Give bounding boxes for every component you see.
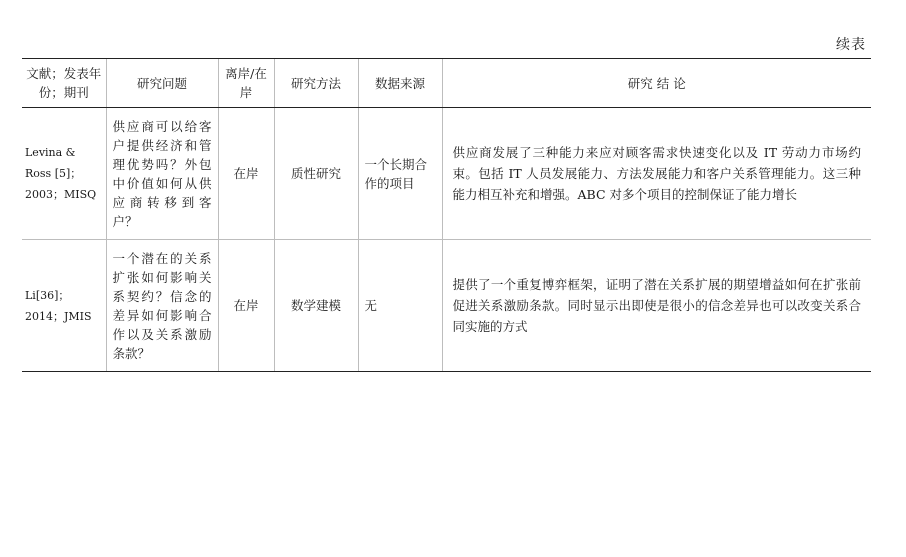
header-reference: 文献；发表年份；期刊	[22, 59, 106, 108]
cell-method: 质性研究	[274, 108, 358, 240]
table-row	[22, 240, 871, 372]
cell-conclusion: 供应商发展了三种能力来应对顾客需求快速变化以及 IT 劳动力市场约束。包括 IT 人员发展能力、方法发展能力和客户关系管理能力。这三种能力相互补充和增强。ABC 对多个项目的控制保证了能力增长	[442, 108, 871, 240]
continued-label: 续表	[836, 37, 866, 53]
header-question: 研究问题	[106, 59, 218, 108]
cell-location: 在岸	[218, 108, 274, 240]
table-row	[22, 108, 871, 240]
literature-table	[22, 58, 871, 372]
cell-location: 在岸	[218, 240, 274, 372]
cell-question: 供应商可以给客户提供经济和管理优势吗？外包中价值如何从供应商转移到客户？	[106, 108, 218, 240]
cell-question: 一个潜在的关系扩张如何影响关系契约？信念的差异如何影响合作以及关系激励条款？	[106, 240, 218, 372]
cell-source: 无	[358, 240, 442, 372]
cell-reference: Levina & Ross [5]；2003；MISQ	[22, 108, 106, 240]
header-location: 离岸/在岸	[218, 59, 274, 108]
header-method: 研究方法	[274, 59, 358, 108]
header-conclusion: 研究 结 论	[442, 59, 871, 108]
table-header-row	[22, 59, 871, 108]
cell-source: 一个长期合作的项目	[358, 108, 442, 240]
cell-conclusion: 提供了一个重复博弈框架，证明了潜在关系扩展的期望增益如何在扩张前促进关系激励条款。同时显示出即使是很小的信念差异也可以改变关系合同实施的方式	[442, 240, 871, 372]
cell-reference: Li[36]；2014；JMIS	[22, 240, 106, 372]
header-source: 数据来源	[358, 59, 442, 108]
cell-method: 数学建模	[274, 240, 358, 372]
